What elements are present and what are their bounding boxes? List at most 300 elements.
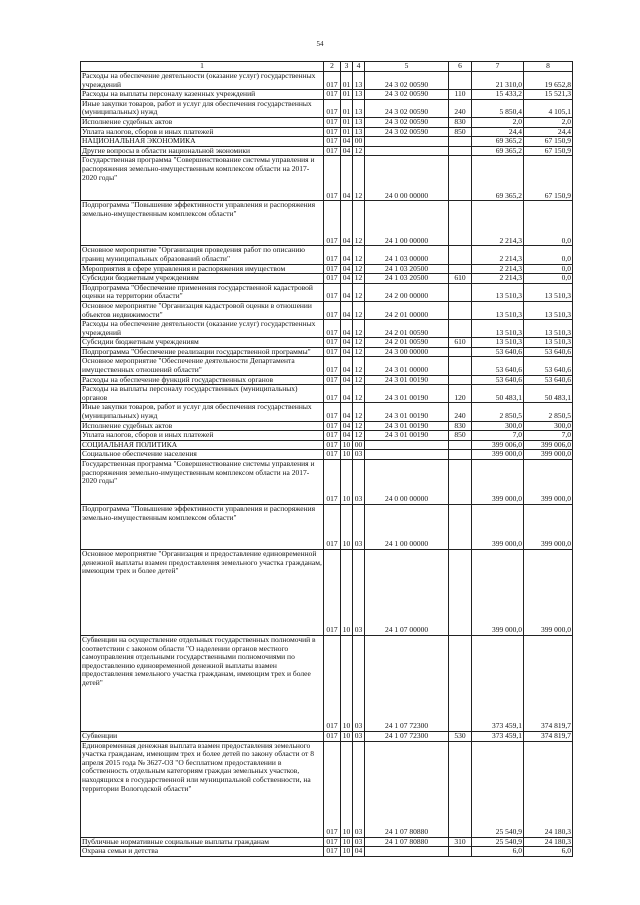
table-row xyxy=(81,127,573,137)
amount-year1-cell: 13 510,3 xyxy=(472,283,524,301)
amount-year1-cell: 5 850,4 xyxy=(472,99,524,117)
row-name-cell: Социальное обеспечение населения xyxy=(81,450,324,460)
amount-year1-cell: 25 540,9 xyxy=(472,741,524,837)
code-subsection-cell: 13 xyxy=(353,117,365,127)
code-subsection-cell: 13 xyxy=(353,72,365,90)
column-header: 1 xyxy=(81,62,324,72)
code-target-article-cell: 24 1 07 80880 xyxy=(365,741,449,837)
amount-year1-cell: 399 006,0 xyxy=(472,440,524,450)
amount-year1-cell: 399 000,0 xyxy=(472,460,524,505)
table-row xyxy=(81,156,573,201)
amount-year1-cell: 13 510,3 xyxy=(472,301,524,319)
code-expense-type-cell xyxy=(449,347,472,357)
code-admin-cell: 017 xyxy=(324,732,341,742)
code-admin-cell: 017 xyxy=(324,385,341,403)
code-expense-type-cell: 110 xyxy=(449,90,472,100)
code-subsection-cell: 03 xyxy=(353,732,365,742)
amount-year2-cell: 300,0 xyxy=(524,421,573,431)
amount-year2-cell: 13 510,3 xyxy=(524,283,573,301)
amount-year2-cell: 399 000,0 xyxy=(524,460,573,505)
code-expense-type-cell xyxy=(449,264,472,274)
code-admin-cell: 017 xyxy=(324,246,341,264)
amount-year2-cell: 374 819,7 xyxy=(524,732,573,742)
amount-year1-cell: 2,0 xyxy=(472,117,524,127)
row-name-cell: Расходы на обеспечение деятельности (оказание услуг) государственных учреждений xyxy=(81,72,324,90)
code-target-article-cell xyxy=(365,847,449,857)
code-expense-type-cell xyxy=(449,320,472,338)
amount-year1-cell: 15 433,2 xyxy=(472,90,524,100)
code-section-cell: 10 xyxy=(341,847,353,857)
amount-year2-cell: 13 510,3 xyxy=(524,301,573,319)
table-row xyxy=(81,385,573,403)
row-name-cell: Субсидии бюджетным учреждениям xyxy=(81,338,324,348)
code-admin-cell: 017 xyxy=(324,301,341,319)
code-section-cell: 10 xyxy=(341,450,353,460)
code-section-cell: 04 xyxy=(341,137,353,147)
code-target-article-cell: 24 2 01 00590 xyxy=(365,338,449,348)
amount-year1-cell: 25 540,9 xyxy=(472,837,524,847)
code-admin-cell: 017 xyxy=(324,440,341,450)
code-subsection-cell: 03 xyxy=(353,636,365,732)
code-section-cell: 04 xyxy=(341,156,353,201)
code-subsection-cell: 12 xyxy=(353,421,365,431)
table-row xyxy=(81,274,573,284)
code-subsection-cell: 12 xyxy=(353,246,365,264)
code-admin-cell: 017 xyxy=(324,550,341,636)
table-row xyxy=(81,320,573,338)
row-name-cell: Иные закупки товаров, работ и услуг для обеспечения государственных (муниципальных) нужд xyxy=(81,403,324,421)
row-name-cell: Единовременная денежная выплата взамен предоставления земельного участка гражданам, имеющим трех и более детей по закону области от 8 апреля 2015 года № 3627-ОЗ "О бесплатном предоставлении в собственность отдельным категориям граждан земельных участков, находящихся в государственной или муниципальной собственности, на территории Вологодской области" xyxy=(81,741,324,837)
code-section-cell: 04 xyxy=(341,385,353,403)
code-admin-cell: 017 xyxy=(324,847,341,857)
code-subsection-cell: 12 xyxy=(353,347,365,357)
table-row xyxy=(81,403,573,421)
amount-year1-cell: 300,0 xyxy=(472,421,524,431)
amount-year1-cell: 13 510,3 xyxy=(472,338,524,348)
row-name-cell: Исполнение судебных актов xyxy=(81,421,324,431)
code-section-cell: 04 xyxy=(341,274,353,284)
row-name-cell: Основное мероприятие "Организация и предоставление единовременной денежной выплаты взамен предоставления земельного участка гражданам, имеющим трех и более детей" xyxy=(81,550,324,636)
code-subsection-cell: 13 xyxy=(353,90,365,100)
code-section-cell: 01 xyxy=(341,99,353,117)
code-admin-cell: 017 xyxy=(324,431,341,441)
code-subsection-cell: 03 xyxy=(353,450,365,460)
table-row xyxy=(81,375,573,385)
budget-table xyxy=(80,61,573,857)
code-subsection-cell: 12 xyxy=(353,338,365,348)
amount-year1-cell: 53 640,6 xyxy=(472,347,524,357)
amount-year1-cell: 24,4 xyxy=(472,127,524,137)
code-section-cell: 04 xyxy=(341,264,353,274)
code-expense-type-cell: 610 xyxy=(449,338,472,348)
code-target-article-cell: 24 3 01 00190 xyxy=(365,385,449,403)
code-subsection-cell: 12 xyxy=(353,431,365,441)
code-section-cell: 04 xyxy=(341,431,353,441)
table-row xyxy=(81,357,573,375)
amount-year2-cell: 374 819,7 xyxy=(524,636,573,732)
table-row xyxy=(81,99,573,117)
table-row xyxy=(81,117,573,127)
code-section-cell: 04 xyxy=(341,357,353,375)
row-name-cell: Субвенции на осуществление отдельных государственных полномочий в соответствии с законом области "О наделении органов местного самоуправления отдельными государственными полномочиями по предоставлению единовременной денежной выплаты взамен предоставления земельного участка гражданам, имеющим трех и более детей" xyxy=(81,636,324,732)
code-section-cell: 04 xyxy=(341,301,353,319)
code-expense-type-cell xyxy=(449,450,472,460)
code-admin-cell: 017 xyxy=(324,127,341,137)
amount-year2-cell: 399 006,0 xyxy=(524,440,573,450)
code-admin-cell: 017 xyxy=(324,460,341,505)
code-expense-type-cell xyxy=(449,137,472,147)
table-row xyxy=(81,636,573,732)
amount-year1-cell: 2 214,3 xyxy=(472,201,524,246)
code-section-cell: 10 xyxy=(341,636,353,732)
code-target-article-cell: 24 2 01 00590 xyxy=(365,320,449,338)
code-subsection-cell: 12 xyxy=(353,301,365,319)
code-section-cell: 10 xyxy=(341,505,353,550)
code-admin-cell: 017 xyxy=(324,264,341,274)
row-name-cell: Основное мероприятие "Организация проведения работ по описанию границ муниципальных образований области" xyxy=(81,246,324,264)
table-row xyxy=(81,72,573,90)
code-subsection-cell: 12 xyxy=(353,264,365,274)
code-target-article-cell xyxy=(365,450,449,460)
page-number: 54 xyxy=(316,40,324,48)
code-section-cell: 04 xyxy=(341,320,353,338)
code-subsection-cell: 12 xyxy=(353,283,365,301)
code-target-article-cell: 24 3 01 00190 xyxy=(365,403,449,421)
code-expense-type-cell: 530 xyxy=(449,732,472,742)
table-row xyxy=(81,505,573,550)
table-row xyxy=(81,146,573,156)
code-admin-cell: 017 xyxy=(324,837,341,847)
amount-year2-cell: 6,0 xyxy=(524,847,573,857)
amount-year2-cell: 4 105,1 xyxy=(524,99,573,117)
amount-year2-cell: 2,0 xyxy=(524,117,573,127)
code-admin-cell: 017 xyxy=(324,90,341,100)
code-admin-cell: 017 xyxy=(324,338,341,348)
amount-year1-cell: 50 483,1 xyxy=(472,385,524,403)
row-name-cell: Субвенции xyxy=(81,732,324,742)
amount-year2-cell: 0,0 xyxy=(524,264,573,274)
code-section-cell: 10 xyxy=(341,440,353,450)
column-header: 4 xyxy=(353,62,365,72)
code-subsection-cell: 03 xyxy=(353,837,365,847)
code-subsection-cell: 03 xyxy=(353,505,365,550)
amount-year1-cell: 13 510,3 xyxy=(472,320,524,338)
table-row xyxy=(81,264,573,274)
code-subsection-cell: 13 xyxy=(353,99,365,117)
code-target-article-cell xyxy=(365,440,449,450)
code-target-article-cell: 24 3 02 00590 xyxy=(365,127,449,137)
code-target-article-cell: 24 3 01 00190 xyxy=(365,375,449,385)
code-section-cell: 01 xyxy=(341,90,353,100)
row-name-cell: НАЦИОНАЛЬНАЯ ЭКОНОМИКА xyxy=(81,137,324,147)
column-header: 7 xyxy=(472,62,524,72)
code-admin-cell: 017 xyxy=(324,137,341,147)
amount-year1-cell: 373 459,1 xyxy=(472,732,524,742)
code-section-cell: 04 xyxy=(341,246,353,264)
code-target-article-cell: 24 1 03 20500 xyxy=(365,264,449,274)
amount-year1-cell: 7,0 xyxy=(472,431,524,441)
code-target-article-cell: 24 1 07 72300 xyxy=(365,636,449,732)
table-row xyxy=(81,460,573,505)
table-row xyxy=(81,450,573,460)
amount-year1-cell: 2 214,3 xyxy=(472,264,524,274)
code-target-article-cell: 24 0 00 00000 xyxy=(365,156,449,201)
code-target-article-cell: 24 2 01 00000 xyxy=(365,301,449,319)
table-row xyxy=(81,283,573,301)
code-section-cell: 04 xyxy=(341,403,353,421)
code-target-article-cell xyxy=(365,137,449,147)
code-admin-cell: 017 xyxy=(324,636,341,732)
amount-year2-cell: 0,0 xyxy=(524,274,573,284)
row-name-cell: Публичные нормативные социальные выплаты гражданам xyxy=(81,837,324,847)
row-name-cell: Основное мероприятие "Организация кадастровой оценки в отношении объектов недвижимости" xyxy=(81,301,324,319)
row-name-cell: Исполнение судебных актов xyxy=(81,117,324,127)
code-admin-cell: 017 xyxy=(324,357,341,375)
code-target-article-cell: 24 1 07 00000 xyxy=(365,550,449,636)
table-row xyxy=(81,201,573,246)
code-target-article-cell: 24 1 00 00000 xyxy=(365,201,449,246)
row-name-cell: Расходы на выплаты персоналу государственных (муниципальных) органов xyxy=(81,385,324,403)
code-admin-cell: 017 xyxy=(324,505,341,550)
code-section-cell: 04 xyxy=(341,338,353,348)
code-subsection-cell: 12 xyxy=(353,320,365,338)
amount-year2-cell: 53 640,6 xyxy=(524,375,573,385)
code-admin-cell: 017 xyxy=(324,99,341,117)
code-admin-cell: 017 xyxy=(324,347,341,357)
code-admin-cell: 017 xyxy=(324,320,341,338)
code-admin-cell: 017 xyxy=(324,72,341,90)
amount-year2-cell: 399 000,0 xyxy=(524,450,573,460)
code-admin-cell: 017 xyxy=(324,375,341,385)
code-subsection-cell: 03 xyxy=(353,741,365,837)
code-subsection-cell: 12 xyxy=(353,357,365,375)
amount-year1-cell: 6,0 xyxy=(472,847,524,857)
row-name-cell: Другие вопросы в области национальной экономики xyxy=(81,146,324,156)
code-section-cell: 10 xyxy=(341,732,353,742)
code-subsection-cell: 12 xyxy=(353,201,365,246)
code-subsection-cell: 12 xyxy=(353,375,365,385)
code-target-article-cell: 24 0 00 00000 xyxy=(365,460,449,505)
row-name-cell: Иные закупки товаров, работ и услуг для обеспечения государственных (муниципальных) нужд xyxy=(81,99,324,117)
row-name-cell: Уплата налогов, сборов и иных платежей xyxy=(81,431,324,441)
code-expense-type-cell xyxy=(449,146,472,156)
code-target-article-cell: 24 1 03 20500 xyxy=(365,274,449,284)
code-subsection-cell: 13 xyxy=(353,127,365,137)
code-section-cell: 10 xyxy=(341,550,353,636)
column-header: 8 xyxy=(524,62,573,72)
code-expense-type-cell xyxy=(449,357,472,375)
code-expense-type-cell xyxy=(449,246,472,264)
table-row xyxy=(81,837,573,847)
code-admin-cell: 017 xyxy=(324,403,341,421)
code-target-article-cell: 24 3 02 00590 xyxy=(365,90,449,100)
code-section-cell: 10 xyxy=(341,741,353,837)
amount-year1-cell: 2 214,3 xyxy=(472,246,524,264)
code-expense-type-cell: 120 xyxy=(449,385,472,403)
amount-year1-cell: 53 640,6 xyxy=(472,375,524,385)
code-expense-type-cell xyxy=(449,201,472,246)
table-row xyxy=(81,338,573,348)
code-subsection-cell: 12 xyxy=(353,403,365,421)
code-admin-cell: 017 xyxy=(324,156,341,201)
code-expense-type-cell xyxy=(449,440,472,450)
code-target-article-cell: 24 3 01 00190 xyxy=(365,431,449,441)
code-section-cell: 04 xyxy=(341,201,353,246)
amount-year2-cell: 13 510,3 xyxy=(524,338,573,348)
row-name-cell: Уплата налогов, сборов и иных платежей xyxy=(81,127,324,137)
code-target-article-cell xyxy=(365,146,449,156)
code-subsection-cell: 12 xyxy=(353,385,365,403)
row-name-cell: Государственная программа "Совершенствование системы управления и распоряжения земельно-имущественным комплексом области на 2017-2020 годы" xyxy=(81,460,324,505)
amount-year2-cell: 19 652,8 xyxy=(524,72,573,90)
table-row xyxy=(81,347,573,357)
code-section-cell: 04 xyxy=(341,146,353,156)
code-target-article-cell: 24 1 07 80880 xyxy=(365,837,449,847)
amount-year2-cell: 2 850,5 xyxy=(524,403,573,421)
code-admin-cell: 017 xyxy=(324,283,341,301)
header-row xyxy=(81,62,573,72)
amount-year2-cell: 399 000,0 xyxy=(524,505,573,550)
code-expense-type-cell xyxy=(449,301,472,319)
code-expense-type-cell xyxy=(449,741,472,837)
amount-year1-cell: 2 850,5 xyxy=(472,403,524,421)
code-expense-type-cell xyxy=(449,283,472,301)
amount-year1-cell: 399 000,0 xyxy=(472,505,524,550)
code-admin-cell: 017 xyxy=(324,741,341,837)
code-subsection-cell: 00 xyxy=(353,440,365,450)
code-expense-type-cell xyxy=(449,460,472,505)
code-expense-type-cell: 310 xyxy=(449,837,472,847)
amount-year1-cell: 2 214,3 xyxy=(472,274,524,284)
column-header: 2 xyxy=(324,62,341,72)
code-admin-cell: 017 xyxy=(324,201,341,246)
amount-year2-cell: 67 150,9 xyxy=(524,156,573,201)
row-name-cell: СОЦИАЛЬНАЯ ПОЛИТИКА xyxy=(81,440,324,450)
amount-year1-cell: 69 365,2 xyxy=(472,137,524,147)
row-name-cell: Расходы на выплаты персоналу казенных учреждений xyxy=(81,90,324,100)
row-name-cell: Подпрограмма "Обеспечение реализации государственной программы" xyxy=(81,347,324,357)
code-section-cell: 04 xyxy=(341,283,353,301)
amount-year2-cell: 0,0 xyxy=(524,246,573,264)
code-expense-type-cell: 830 xyxy=(449,117,472,127)
code-expense-type-cell: 610 xyxy=(449,274,472,284)
amount-year2-cell: 53 640,6 xyxy=(524,357,573,375)
row-name-cell: Подпрограмма "Повышение эффективности управления и распоряжения земельно-имущественным комплексом области" xyxy=(81,201,324,246)
code-target-article-cell: 24 3 02 00590 xyxy=(365,117,449,127)
row-name-cell: Подпрограмма "Повышение эффективности управления и распоряжения земельно-имущественным комплексом области" xyxy=(81,505,324,550)
amount-year2-cell: 15 521,3 xyxy=(524,90,573,100)
code-section-cell: 01 xyxy=(341,72,353,90)
code-expense-type-cell: 850 xyxy=(449,431,472,441)
code-admin-cell: 017 xyxy=(324,146,341,156)
amount-year1-cell: 69 365,2 xyxy=(472,156,524,201)
amount-year2-cell: 24 180,3 xyxy=(524,837,573,847)
table-row xyxy=(81,421,573,431)
code-target-article-cell: 24 1 03 00000 xyxy=(365,246,449,264)
code-expense-type-cell xyxy=(449,375,472,385)
code-expense-type-cell: 240 xyxy=(449,99,472,117)
code-subsection-cell: 12 xyxy=(353,274,365,284)
amount-year2-cell: 399 000,0 xyxy=(524,550,573,636)
code-expense-type-cell xyxy=(449,156,472,201)
code-section-cell: 01 xyxy=(341,127,353,137)
code-subsection-cell: 12 xyxy=(353,156,365,201)
table-row xyxy=(81,847,573,857)
table-row xyxy=(81,732,573,742)
row-name-cell: Государственная программа "Совершенствование системы управления и распоряжения земельно-имущественным комплексом области на 2017-2020 годы" xyxy=(81,156,324,201)
table-row xyxy=(81,741,573,837)
code-section-cell: 10 xyxy=(341,460,353,505)
amount-year1-cell: 399 000,0 xyxy=(472,450,524,460)
code-subsection-cell: 00 xyxy=(353,137,365,147)
code-target-article-cell: 24 2 00 00000 xyxy=(365,283,449,301)
amount-year2-cell: 67 150,9 xyxy=(524,146,573,156)
column-header: 5 xyxy=(365,62,449,72)
code-section-cell: 10 xyxy=(341,837,353,847)
code-section-cell: 04 xyxy=(341,421,353,431)
amount-year1-cell: 21 310,0 xyxy=(472,72,524,90)
code-admin-cell: 017 xyxy=(324,421,341,431)
code-target-article-cell: 24 1 07 72300 xyxy=(365,732,449,742)
amount-year2-cell: 53 640,6 xyxy=(524,347,573,357)
amount-year1-cell: 69 365,2 xyxy=(472,146,524,156)
table-row xyxy=(81,90,573,100)
code-admin-cell: 017 xyxy=(324,274,341,284)
code-target-article-cell: 24 3 02 00590 xyxy=(365,99,449,117)
code-expense-type-cell: 850 xyxy=(449,127,472,137)
code-expense-type-cell xyxy=(449,847,472,857)
code-expense-type-cell: 830 xyxy=(449,421,472,431)
code-target-article-cell: 24 1 00 00000 xyxy=(365,505,449,550)
amount-year1-cell: 53 640,6 xyxy=(472,357,524,375)
code-subsection-cell: 12 xyxy=(353,146,365,156)
code-section-cell: 01 xyxy=(341,117,353,127)
code-subsection-cell: 03 xyxy=(353,550,365,636)
code-expense-type-cell xyxy=(449,72,472,90)
code-admin-cell: 017 xyxy=(324,117,341,127)
code-expense-type-cell xyxy=(449,505,472,550)
code-expense-type-cell xyxy=(449,636,472,732)
row-name-cell: Расходы на обеспечение деятельности (оказание услуг) государственных учреждений xyxy=(81,320,324,338)
code-expense-type-cell xyxy=(449,550,472,636)
amount-year2-cell: 13 510,3 xyxy=(524,320,573,338)
code-section-cell: 04 xyxy=(341,375,353,385)
row-name-cell: Основное мероприятие "Обеспечение деятельности Департамента имущественных отношений области" xyxy=(81,357,324,375)
code-target-article-cell: 24 3 01 00190 xyxy=(365,421,449,431)
code-target-article-cell: 24 3 01 00000 xyxy=(365,357,449,375)
code-target-article-cell: 24 3 00 00000 xyxy=(365,347,449,357)
amount-year1-cell: 399 000,0 xyxy=(472,550,524,636)
table-row xyxy=(81,550,573,636)
table-row xyxy=(81,137,573,147)
code-subsection-cell: 03 xyxy=(353,460,365,505)
amount-year2-cell: 50 483,1 xyxy=(524,385,573,403)
table-row xyxy=(81,431,573,441)
table-row xyxy=(81,440,573,450)
column-header: 6 xyxy=(449,62,472,72)
row-name-cell: Подпрограмма "Обеспечение применения государственной кадастровой оценки на территории области" xyxy=(81,283,324,301)
amount-year2-cell: 24,4 xyxy=(524,127,573,137)
code-subsection-cell: 04 xyxy=(353,847,365,857)
table-row xyxy=(81,246,573,264)
row-name-cell: Расходы на обеспечение функций государственных органов xyxy=(81,375,324,385)
amount-year1-cell: 373 459,1 xyxy=(472,636,524,732)
amount-year2-cell: 0,0 xyxy=(524,201,573,246)
amount-year2-cell: 67 150,9 xyxy=(524,137,573,147)
amount-year2-cell: 7,0 xyxy=(524,431,573,441)
row-name-cell: Охрана семьи и детства xyxy=(81,847,324,857)
table-row xyxy=(81,301,573,319)
